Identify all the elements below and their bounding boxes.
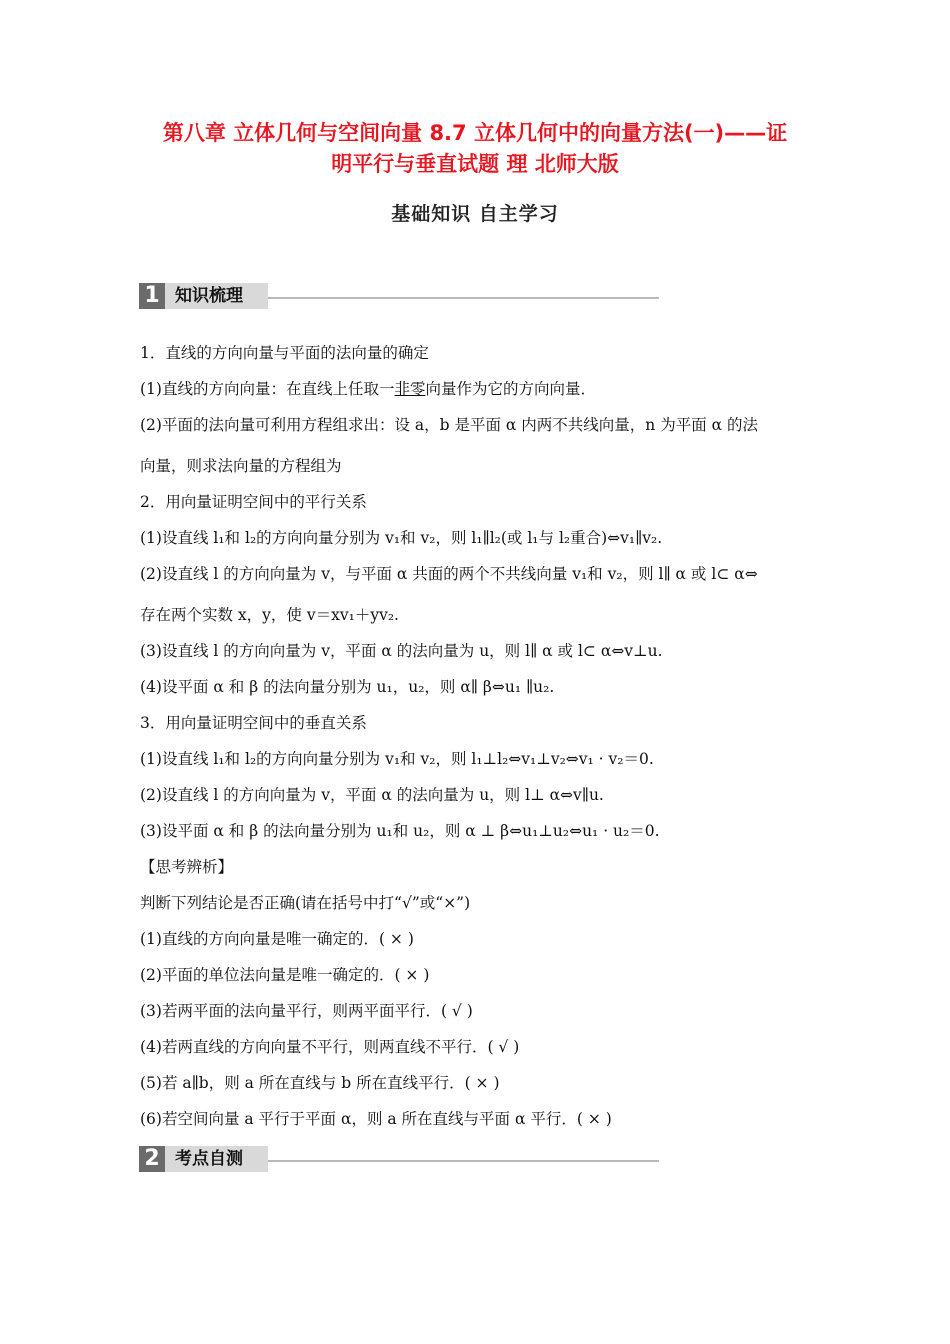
text-line: (3)设直线 l 的方向向量为 v，平面 α 的法向量为 u，则 l∥ α 或 l⊂ α⇔v⊥u. — [140, 642, 663, 660]
text-line: (1)设直线 l₁和 l₂的方向向量分别为 v₁和 v₂，则 l₁∥l₂(或 l₁与 l₂重合)⇔v₁∥v₂. — [140, 529, 663, 547]
text-line: (1)直线的方向向量：在直线上任取一非零向量作为它的方向向量． — [140, 380, 596, 398]
title-line-2: 明平行与垂直试题 理 北师大版 — [331, 152, 619, 176]
title-line-1: 第八章 立体几何与空间向量 8.7 立体几何中的向量方法(一)——证 — [162, 121, 788, 145]
section-divider — [268, 297, 659, 299]
text-line: 向量，则求法向量的方程组为 — [140, 457, 342, 475]
section-subtitle: 基础知识 自主学习 — [391, 203, 559, 225]
text-line: (2)设直线 l 的方向向量为 v，与平面 α 共面的两个不共线向量 v₁和 v₂，则 l∥ α 或 l⊂ α⇔ — [140, 565, 758, 583]
heading-3: 3．用向量证明空间中的垂直关系 — [140, 714, 367, 732]
judgement-item: (2)平面的单位法向量是唯一确定的．( × ) — [140, 966, 430, 984]
section-label: 知识梳理 — [165, 283, 268, 309]
section-number: 1 — [139, 283, 165, 309]
underlined-answer: 非零 — [394, 380, 426, 398]
text-line: (2)平面的法向量可利用方程组求出：设 a，b 是平面 α 内两不共线向量，n 为平面 α 的法 — [140, 416, 759, 434]
judgement-item: (3)若两平面的法向量平行，则两平面平行．( √ ) — [140, 1002, 473, 1020]
judgement-item: (6)若空间向量 a 平行于平面 α，则 a 所在直线与平面 α 平行．( × ) — [140, 1110, 612, 1128]
text-line: (1)设直线 l₁和 l₂的方向向量分别为 v₁和 v₂，则 l₁⊥l₂⇔v₁⊥v₂⇔v₁ · v₂＝0. — [140, 750, 654, 768]
text-line: (4)设平面 α 和 β 的法向量分别为 u₁，u₂，则 α∥ β⇔u₁ ∥u₂. — [140, 678, 555, 696]
thinking-heading: 【思考辨析】 — [140, 858, 234, 876]
text-line: 存在两个实数 x，y，使 v＝xv₁＋yv₂. — [140, 606, 399, 624]
text-line: (2)设直线 l 的方向向量为 v，平面 α 的法向量为 u，则 l⊥ α⇔v∥u. — [140, 786, 604, 804]
text-line: 判断下列结论是否正确(请在括号中打“√”或“×”) — [140, 894, 471, 912]
judgement-item: (1)直线的方向向量是唯一确定的．( × ) — [140, 930, 414, 948]
text-line: (3)设平面 α 和 β 的法向量分别为 u₁和 u₂，则 α ⊥ β⇔u₁⊥u₂⇔u₁ · u₂＝0. — [140, 822, 660, 840]
judgement-item: (4)若两直线的方向向量不平行，则两直线不平行．( √ ) — [140, 1038, 520, 1056]
section-label: 考点自测 — [165, 1146, 268, 1172]
section-divider — [268, 1160, 659, 1162]
judgement-item: (5)若 a∥b，则 a 所在直线与 b 所在直线平行．( × ) — [140, 1074, 500, 1092]
heading-2: 2．用向量证明空间中的平行关系 — [140, 493, 367, 511]
section-number: 2 — [139, 1146, 165, 1172]
document-title — [130, 118, 820, 180]
heading-1: 1．直线的方向向量与平面的法向量的确定 — [140, 344, 429, 362]
